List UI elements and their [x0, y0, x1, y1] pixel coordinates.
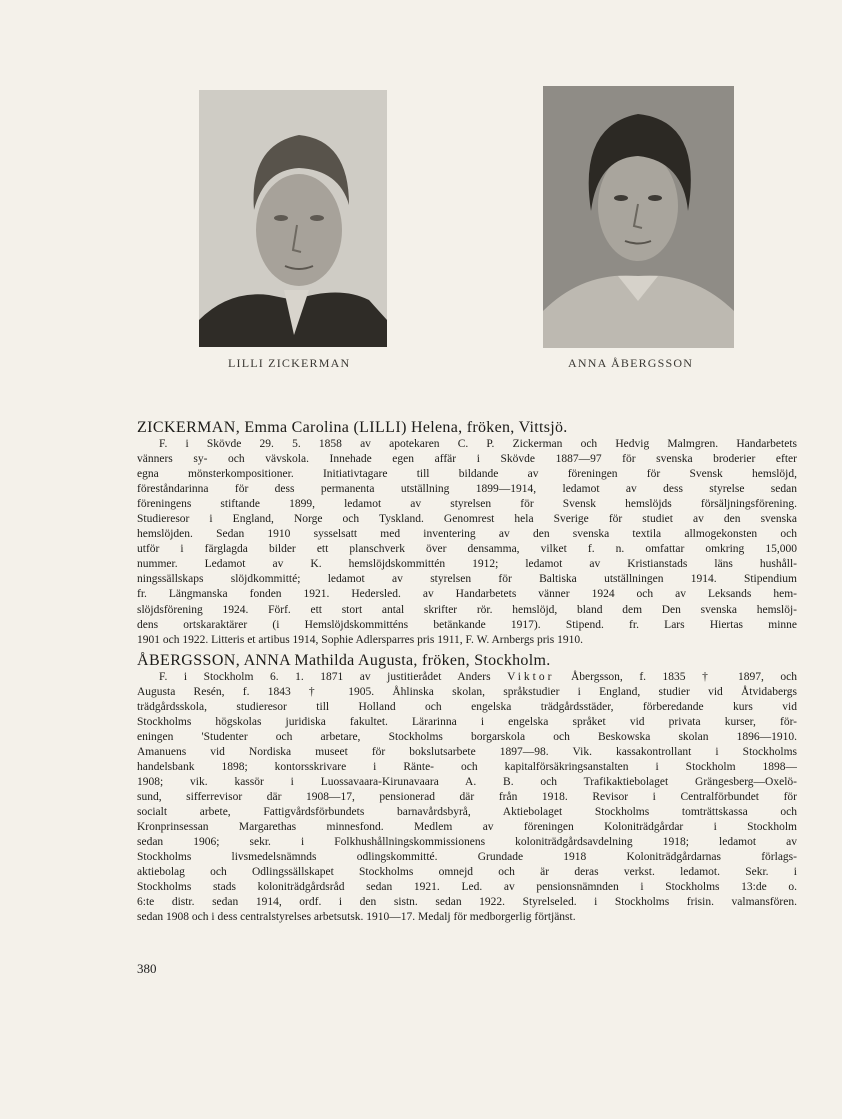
- body-line: föreståndarinna för dess permanenta utställning 1899—1914, ledamot av dess styrelse sedan: [137, 483, 797, 496]
- body-line: Stockholms högskolas juridiska fakultet. Lärarinna i engelska språket vid privata kurser, för-: [137, 715, 797, 728]
- body-line: [137, 670, 797, 685]
- body-line: vänners sy- och vävskola. Innehade egen affär i Skövde 1887—97 för svenska broderier efter: [137, 453, 797, 466]
- entry-heading: [137, 651, 797, 670]
- body-line: 1908; vik. kassör i Luossavaara-Kirunavaara A. B. och Trafikaktiebolaget Grängesberg—Oxelö-: [137, 775, 797, 788]
- body-line: dens ortskaraktärer (i Hemslöjdskommitténs betänkande 1917). Stipend. fr. Lars Hiertas minne: [137, 618, 797, 631]
- body-line: egna mönsterkompositioner. Initiativtagare till bildande av föreningen för Svensk hemslöjd,: [137, 468, 797, 481]
- body-line: sund, sifferrevisor där 1908—17, pensionerad där från 1918. Revisor i Centralförbundet för: [137, 791, 797, 804]
- body-line: ningssällskaps slöjdkommitté; ledamot av styrelsen för Baltiska utställningen 1914. Stipendium: [137, 573, 797, 586]
- page-number: 380: [137, 961, 157, 976]
- portrait-caption-abergsson: ANNA ÅBERGSSON: [568, 356, 694, 370]
- body-line: fr. Längmanska fonden 1921. Hedersled. av Handarbetets vänner 1924 och av Leksands hem-: [137, 588, 797, 601]
- entry-heading: [137, 418, 797, 437]
- entry-given-names: ANNA: [243, 651, 291, 669]
- entry-heading-rest: ) Helena, fröken, Vittsjö.: [401, 419, 568, 436]
- body-line-spaced-name: Viktor: [507, 670, 555, 683]
- entry-given-names: Emma Carolina (: [244, 419, 360, 436]
- portrait-photo-abergsson: [543, 86, 734, 348]
- body-line: aktiebolag och Odlingssällskapet Stockholms omnejd och är deras verkst. ledamot. Sekr. i: [137, 866, 797, 879]
- portrait-caption-zickerman: LILLI ZICKERMAN: [228, 356, 351, 370]
- body-line: utför i färglagda bilder ett planschverk över densamma, vilket f. n. omfattar omkring 15,000: [137, 543, 797, 556]
- body-line: Kronprinsessan Margarethas minnesfond. Medlem av föreningen Koloniträdgårdar i Stockholm: [137, 821, 797, 834]
- body-line: Stockholms livsmedelsnämnds odlingskommitté. Grundade 1918 Koloniträdgårdarnas förlags-: [137, 851, 797, 864]
- entry-heading-rest: Mathilda Augusta, fröken, Stockholm.: [294, 651, 551, 669]
- biography-entry-zickerman: [137, 418, 797, 648]
- body-line: Amanuens vid Nordiska museet för bokslutsarbete 1897—98. Vik. kassakontrollant i Stockholms: [137, 745, 797, 758]
- entry-surname: ZICKERMAN,: [137, 419, 241, 436]
- body-line: föreningens stiftande 1899, ledamot av styrelsen för Svensk hemslöjds försäljningsförening.: [137, 498, 797, 511]
- body-line: 1901 och 1922. Litteris et artibus 1914, Sophie Adlersparres pris 1911, F. W. Arnbergs pris 1910.: [137, 633, 583, 646]
- entry-body: [137, 437, 797, 648]
- body-line: slöjdsförening 1924. Förf. ett stort antal skrifter rör. hemslöjd, bland dem Den svenska hemslöj-: [137, 603, 797, 616]
- body-line: Augusta Resén, f. 1843 † 1905. Åhlinska skolan, språkstudier i England, studier vid Åtvidabergs: [137, 685, 797, 698]
- portrait-abergsson-image: [543, 86, 734, 348]
- entry-call-name: LILLI: [359, 419, 402, 436]
- biography-entries: [137, 418, 797, 925]
- portrait-zickerman-image: [199, 90, 387, 347]
- biography-entry-abergsson: [137, 651, 797, 926]
- body-line: nummer. Ledamot av K. hemslöjdskommittén 1912; ledamot av Kristianstads läns hushåll-: [137, 558, 797, 571]
- body-line: sedan 1908 och i dess centralstyrelses arbetsutsk. 1910—17. Medalj för medborgerlig förtjänst.: [137, 911, 576, 924]
- body-line: F. i Skövde 29. 5. 1858 av apotekaren C. P. Zickerman och Hedvig Malmgren. Handarbetets: [159, 438, 797, 450]
- portrait-photo-zickerman: [199, 90, 387, 347]
- body-line: trädgårdsskola, studieresor till Holland och engelska trädgårdsstäder, förberedande kurs vid: [137, 700, 797, 713]
- body-line: Stockholms stads koloniträdgårdsråd sedan 1921. Led. av pensionsnämnden i Stockholms 13:de o.: [137, 881, 797, 894]
- body-line: handelsbank 1898; kontorsskrivare i Ränte- och kapitalförsäkringsanstalten i Stockholm 1898—: [137, 760, 797, 773]
- body-line-part: Åbergsson, f. 1835 † 1897, och: [570, 670, 797, 683]
- body-line: eningen 'Studenter och arbetare, Stockholms borgarskola och Beskowska skolan 1896—1910.: [137, 730, 797, 743]
- body-line: Studieresor i England, Norge och Tyskland. Genomrest hela Sverige för studiet av den svenska: [137, 513, 797, 526]
- entry-surname: ÅBERGSSON,: [137, 651, 241, 669]
- body-line: hemslöjden. Sedan 1910 sysselsatt med inventering av den svenska textila allmogekonsten och: [137, 528, 797, 541]
- body-line-part: F. i Stockholm 6. 1. 1871 av justitierådet Anders: [159, 670, 491, 683]
- entry-body: [137, 670, 797, 926]
- body-line: socialt arbete, Fattigvårdsförbundets barnavårdsbyrå, Aktiebolaget Stockholms tomträttskassa och: [137, 806, 797, 819]
- body-line: sedan 1906; sekr. i Folkhushållningskommissionens koloniträdgårdsavdelning 1918; ledamot av: [137, 836, 797, 849]
- body-line: 6:te distr. sedan 1914, ordf. i den sistn. sedan 1922. Styrelseled. i Stockholms frisin. valmansfören.: [137, 896, 797, 909]
